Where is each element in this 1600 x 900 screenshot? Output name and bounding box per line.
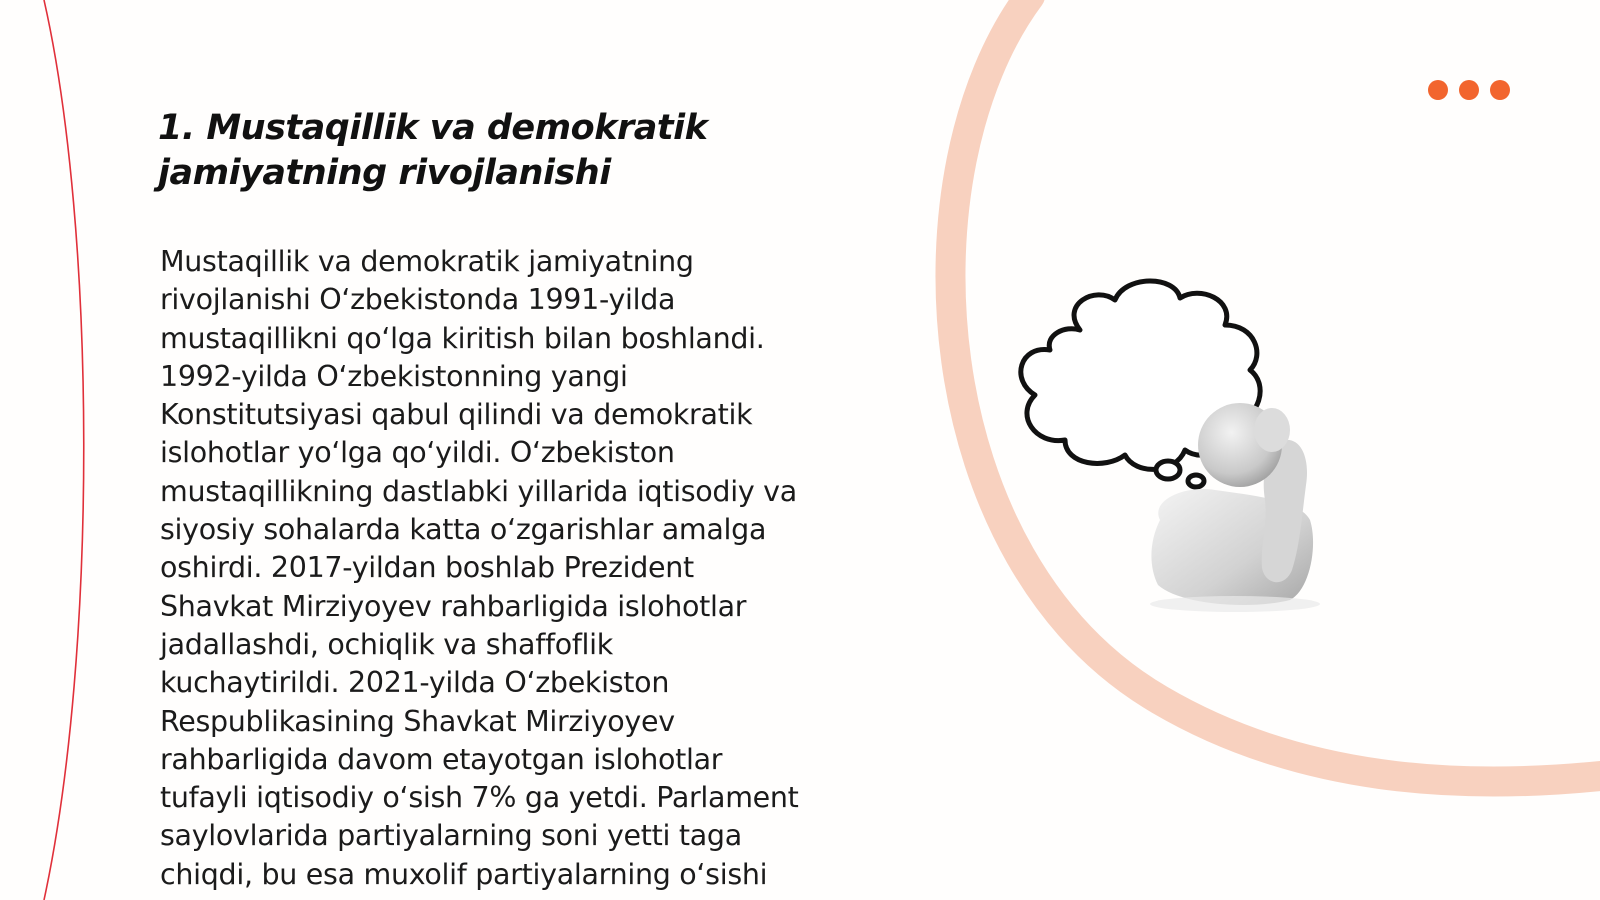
slide-title bbox=[158, 106, 878, 196]
body-line: Shavkat Mirziyoyev rahbarligida islohotlar bbox=[160, 589, 747, 623]
body-line: Respublikasining Shavkat Mirziyoyev bbox=[160, 704, 675, 738]
person-shadow bbox=[1150, 596, 1320, 612]
body-line: rahbarligida davom etayotgan islohotlar bbox=[160, 742, 723, 776]
dot bbox=[1459, 80, 1479, 100]
body-paragraph bbox=[160, 243, 860, 894]
body-line: jadallashdi, ochiqlik va shaffoflik bbox=[160, 627, 614, 661]
body-line: oshirdi. 2017-yildan boshlab Prezident bbox=[160, 551, 694, 585]
body-line: islohotlar yo‘lga qo‘yildi. O‘zbekiston bbox=[160, 436, 675, 470]
body-line: mustaqillikni qo‘lga kiritish bilan boshlandi. bbox=[160, 321, 765, 355]
dot bbox=[1428, 80, 1448, 100]
body-line: kuchaytirildi. 2021-yilda O‘zbekiston bbox=[160, 666, 670, 700]
body-line: Mustaqillik va demokratik jamiyatning bbox=[160, 245, 694, 278]
left-curve-line bbox=[44, 0, 84, 900]
dot bbox=[1490, 80, 1510, 100]
body-line: siyosiy sohalarda katta o‘zgarishlar amalga bbox=[160, 513, 767, 547]
body-line: saylovlarida partiyalarning soni yetti taga bbox=[160, 819, 742, 853]
title-line-1: 1. Mustaqillik va demokratik bbox=[158, 108, 708, 148]
body-line: 1992-yilda O‘zbekistonning yangi bbox=[160, 359, 628, 393]
body-line: mustaqillikning dastlabki yillarida iqtisodiy va bbox=[160, 474, 797, 508]
three-dots-icon[interactable] bbox=[1428, 80, 1510, 100]
body-line: rivojlanishi O‘zbekistonda 1991-yilda bbox=[160, 283, 676, 317]
person-hand bbox=[1254, 408, 1290, 452]
body-line: Konstitutsiyasi qabul qilindi va demokratik bbox=[160, 398, 753, 432]
thinking-person-icon bbox=[1010, 270, 1350, 620]
body-line: tufayli iqtisodiy o‘sish 7% ga yetdi. Parlament bbox=[160, 781, 799, 815]
title-line-2: jamiyatning rivojlanishi bbox=[158, 153, 611, 193]
body-line: chiqdi, bu esa muxolif partiyalarning o‘sishi bbox=[160, 857, 768, 891]
